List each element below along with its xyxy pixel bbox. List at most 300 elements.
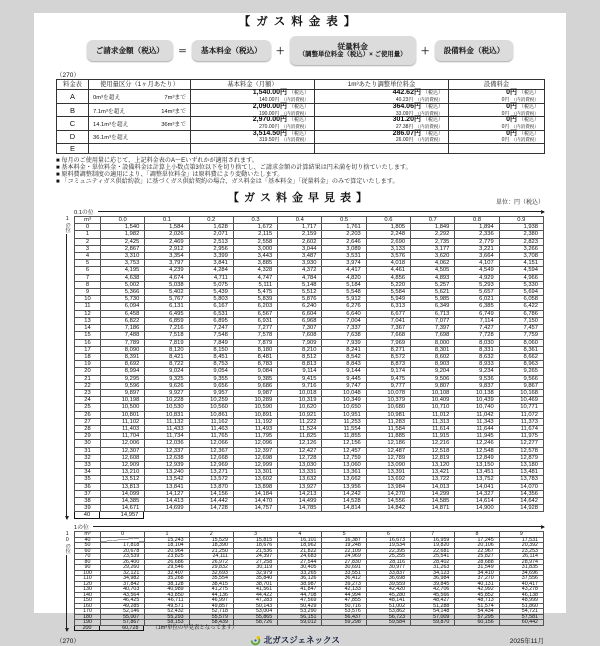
qt-cell: 5,876 xyxy=(278,296,322,303)
qt-cell: 14,470 xyxy=(233,497,277,504)
qt-row xyxy=(75,361,544,368)
qt-cell: 7,608 xyxy=(278,332,322,339)
qt-row-label: 6 xyxy=(75,267,101,274)
qt-cell: 6,313 xyxy=(366,303,410,310)
tax-inner-label: （内消費税） xyxy=(281,110,309,116)
qt-cell: 11,433 xyxy=(145,425,189,432)
qt-row-label: 80 xyxy=(75,559,101,565)
qt-cell: 59,012 xyxy=(278,620,322,626)
qt-cell: 50,716 xyxy=(322,603,366,609)
qt-cell: 12,698 xyxy=(233,454,277,461)
qt-cell: 14,127 xyxy=(145,490,189,497)
qt-row xyxy=(75,281,544,288)
qt-cell: 9,355 xyxy=(189,375,233,382)
qt-cell: 40,703 xyxy=(101,587,145,593)
qt-cell: 54,721 xyxy=(499,609,543,615)
unit-tax: 26.00円 xyxy=(395,137,414,144)
qt-cell: 13,783 xyxy=(499,476,543,483)
tax-inner-label: （内消費税） xyxy=(511,124,539,130)
qt-cell: 7,759 xyxy=(499,332,543,339)
qt-cell: 9,385 xyxy=(233,375,277,382)
qt-cell: 10,590 xyxy=(233,404,277,411)
qt-cell: 19,534 xyxy=(366,543,410,549)
qt-cell: 41,847 xyxy=(278,587,322,593)
qt-cell: 8,512 xyxy=(278,353,322,360)
qt-cell: 37,842 xyxy=(101,581,145,587)
note-item: ■ 原料費調整制度の適用により、「調整単位料金」は原料費により変動いたします。 xyxy=(56,171,284,179)
qt-cell: 4,417 xyxy=(322,267,366,274)
qt-cell: 6,495 xyxy=(145,310,189,317)
qt-cell: 9,716 xyxy=(278,382,322,389)
qt-cell: 9,957 xyxy=(189,389,233,396)
qt-cell: 8,572 xyxy=(366,353,410,360)
qt-cell: 57,009 xyxy=(411,614,455,620)
qt-cell: 8,632 xyxy=(455,353,499,360)
qt-cell: 5,512 xyxy=(278,289,322,296)
qt-row xyxy=(75,389,544,396)
qt-cell: 12,969 xyxy=(189,461,233,468)
qt-cell: 3,044 xyxy=(278,245,322,252)
qt-corner-header: m³ xyxy=(75,217,101,224)
qt-cell: 44,994 xyxy=(322,592,366,598)
qt-cell: 4,195 xyxy=(101,267,145,274)
qt-cell: 5,439 xyxy=(189,289,233,296)
qt-cell: 3,000 xyxy=(233,245,277,252)
qt-cell: 2,779 xyxy=(455,238,499,245)
qt-cell: 18,962 xyxy=(278,543,322,549)
qt-cell: 8,813 xyxy=(278,361,322,368)
qt-cell: 43,278 xyxy=(499,587,543,593)
qt-cell: 6,640 xyxy=(322,310,366,317)
qt-col-header: 7 xyxy=(411,532,455,538)
qt-cell: 11,885 xyxy=(366,433,410,440)
qt-cell: 14,556 xyxy=(366,497,410,504)
qt-cell: 13,542 xyxy=(145,476,189,483)
qt-cell: 7,879 xyxy=(233,339,277,346)
qt-cell: 43,850 xyxy=(145,592,189,598)
qt-cell: 10,018 xyxy=(278,389,322,396)
basic-amount: 2,970.00円 xyxy=(252,116,287,124)
quick-table1-wrap xyxy=(64,216,544,519)
qt-row-label: 22 xyxy=(75,382,101,389)
qt-cell: 9,415 xyxy=(278,375,322,382)
unit-tax: 33.09円 xyxy=(395,110,414,117)
qt-cell: 14,070 xyxy=(499,483,543,490)
qt-cell: 38,415 xyxy=(189,581,233,587)
qt-cell: 45,852 xyxy=(455,592,499,598)
qt-cell: 28,116 xyxy=(366,559,410,565)
qt-cell: 32,121 xyxy=(101,570,145,576)
qt-cell: 12,518 xyxy=(411,447,455,454)
qt-cell: 13,956 xyxy=(322,483,366,490)
qt-cell: 5,548 xyxy=(322,289,366,296)
qt-cell: 12,578 xyxy=(499,447,543,454)
qt-cell: 21,822 xyxy=(278,548,322,554)
qt-cell: 55,007 xyxy=(101,614,145,620)
unit-amount: 286.07円 xyxy=(392,129,421,137)
qt-cell: 26,686 xyxy=(145,559,189,565)
rate-row-d xyxy=(57,130,545,143)
qt-cell: 5,330 xyxy=(499,281,543,288)
tax-inner-label: （内消費税） xyxy=(281,137,309,143)
qt-cell: 2,956 xyxy=(189,245,233,252)
qt-cell: 14,928 xyxy=(499,505,543,512)
qt-cell: 7,819 xyxy=(145,339,189,346)
qt-cell: 7,548 xyxy=(189,332,233,339)
qt-cell: 19,820 xyxy=(411,543,455,549)
qt-cell: 37,270 xyxy=(455,576,499,582)
qt-cell: 13,722 xyxy=(411,476,455,483)
qt-cell: 3,354 xyxy=(145,253,189,260)
qt-row-label: 4 xyxy=(75,253,101,260)
qt-cell: 18,104 xyxy=(145,543,189,549)
plus-sign: ＋ xyxy=(420,46,430,57)
qt-cell: 16,387 xyxy=(322,537,366,543)
qt-cell: 32,693 xyxy=(189,570,233,576)
qt-cell: 39,273 xyxy=(322,581,366,587)
qt-row xyxy=(75,224,544,231)
formula-volumetric-charge xyxy=(290,36,416,65)
qt-cell: 29,260 xyxy=(101,565,145,571)
qt-row-label: 130 xyxy=(75,587,101,593)
basic-amount: 1,540.00円 xyxy=(252,89,287,97)
tax-incl-label: （税込） xyxy=(518,90,539,97)
qt-cell: 11,945 xyxy=(455,433,499,440)
qt-cell: 24,969 xyxy=(322,554,366,560)
qt-cell: 8,120 xyxy=(145,346,189,353)
qt-cell: 4,549 xyxy=(455,267,499,274)
qt-cell: 1,717 xyxy=(278,224,322,231)
qt-cell: 49,857 xyxy=(189,603,233,609)
qt-cell: 1,849 xyxy=(411,224,455,231)
qt-cell: 9,204 xyxy=(411,368,455,375)
qt-cell: 9,144 xyxy=(322,368,366,375)
qt-cell: 28,974 xyxy=(499,559,543,565)
qt-cell: 11,855 xyxy=(322,433,366,440)
range-from: 36.1m³を超え xyxy=(93,135,129,142)
qt-cell: 37,556 xyxy=(499,576,543,582)
qt-cell: 10,048 xyxy=(322,389,366,396)
qt-cell: 8,180 xyxy=(233,346,277,353)
qt-cell: 40,417 xyxy=(499,581,543,587)
qt-row xyxy=(75,325,544,332)
company-name: 北ガスジェネックス xyxy=(263,635,340,646)
qt-cell: 7,186 xyxy=(101,325,145,332)
qt-row xyxy=(75,382,544,389)
qt-cell: 3,930 xyxy=(278,260,322,267)
sheet-code-top: （270） xyxy=(56,72,80,80)
qt-row xyxy=(75,476,544,483)
qt-cell: 38,701 xyxy=(233,581,277,587)
qt-cell: 1,761 xyxy=(322,224,366,231)
tier-label: B xyxy=(57,103,89,116)
qt-cell: 8,753 xyxy=(189,361,233,368)
qt-cell: 11,795 xyxy=(233,433,277,440)
tax-incl-label: （税込） xyxy=(518,130,539,137)
qt-cell: 47,855 xyxy=(322,598,366,604)
qt-cell: 8,301 xyxy=(411,346,455,353)
qt-cell: 15,243 xyxy=(145,537,189,543)
qt-col-header: 0.0 xyxy=(101,217,145,224)
qt-cell: 2,026 xyxy=(145,231,189,238)
qt-cell: 5,985 xyxy=(411,296,455,303)
sheet-code-bottom: （270） xyxy=(56,637,80,645)
unit-rate-cell xyxy=(315,117,449,130)
qt-cell: 5,257 xyxy=(411,281,455,288)
qt-cell: 9,475 xyxy=(366,375,410,382)
qt-cell: 26,114 xyxy=(499,554,543,560)
qt-cell: 12,849 xyxy=(455,454,499,461)
qt-col-header: 0.8 xyxy=(455,217,499,224)
tax-incl-label: （税込） xyxy=(422,103,443,110)
qt-cell: 9,897 xyxy=(101,389,145,396)
qt-cell: 17,531 xyxy=(499,537,543,543)
qt-cell: 22,681 xyxy=(411,548,455,554)
qt-cell: 9,445 xyxy=(322,375,366,382)
qt-cell: 7,216 xyxy=(145,325,189,332)
ones-axis xyxy=(62,216,71,519)
qt-cell: 11,313 xyxy=(411,418,455,425)
equip-amount: 0円 xyxy=(506,129,517,137)
qt-cell: 43,564 xyxy=(101,592,145,598)
qt-cell: 47,283 xyxy=(233,598,277,604)
qt-cell: 3,443 xyxy=(233,253,277,260)
qt-cell: 9,024 xyxy=(145,368,189,375)
qt-cell: 8,481 xyxy=(233,353,277,360)
qt-cell: 24,397 xyxy=(233,554,277,560)
qt-row xyxy=(75,296,544,303)
tax-inner-label: （内消費税） xyxy=(415,124,443,130)
qt-cell: 13,481 xyxy=(499,469,543,476)
quick-table-header xyxy=(56,188,544,206)
qt-cell: 55,865 xyxy=(233,614,277,620)
qt-cell: 10,710 xyxy=(411,404,455,411)
qt-cell: 20,106 xyxy=(455,543,499,549)
qt-cell: 12,548 xyxy=(455,447,499,454)
equip-tax: 0円 xyxy=(501,124,510,131)
qt-cell: 14,814 xyxy=(322,505,366,512)
qt-cell: 51,574 xyxy=(455,603,499,609)
basic-tax: 140.00円 xyxy=(259,97,280,104)
qt-cell: 10,198 xyxy=(101,397,145,404)
qt-cell: 1,894 xyxy=(455,224,499,231)
equip-amount: 0円 xyxy=(506,89,517,97)
basic-amount: 2,090.00円 xyxy=(252,102,287,110)
qt-cell: 59,298 xyxy=(322,620,366,626)
qt-cell: 56,723 xyxy=(366,614,410,620)
qt-cell: 10,771 xyxy=(499,404,543,411)
tax-inner-label: （内消費税） xyxy=(281,124,309,130)
qt-cell: 13,602 xyxy=(233,476,277,483)
qt-cell: 42,706 xyxy=(411,587,455,593)
qt-cell: 13,898 xyxy=(233,483,277,490)
qt-row xyxy=(75,483,544,490)
qt-col-header: 0.4 xyxy=(278,217,322,224)
equipment-charge-cell xyxy=(449,144,545,154)
qt-row-label: 11 xyxy=(75,303,101,310)
qt-cell: 7,488 xyxy=(101,332,145,339)
basic-amount: 3,514.50円 xyxy=(252,129,287,137)
qt-row-label: 19 xyxy=(75,361,101,368)
qt-cell: 12,427 xyxy=(278,447,322,454)
qt-cell: 3,620 xyxy=(411,253,455,260)
qt-cell: 9,506 xyxy=(411,375,455,382)
qt-cell: 34,410 xyxy=(455,570,499,576)
qt-cell: 14,699 xyxy=(145,505,189,512)
qt-cell: 14,785 xyxy=(278,505,322,512)
qt-cell: 12,608 xyxy=(101,454,145,461)
issue-date: 2025年11月 xyxy=(509,637,544,645)
unit-tax: 27.38円 xyxy=(395,124,414,131)
qt-row-label: 1 xyxy=(75,231,101,238)
qt-col-header: 3 xyxy=(233,532,277,538)
qt-col-header: 0.3 xyxy=(233,217,277,224)
qt-cell: 2,380 xyxy=(499,231,543,238)
qt-cell: 10,801 xyxy=(101,411,145,418)
qt-cell: 12,999 xyxy=(233,461,277,468)
qt-cell: 48,999 xyxy=(499,598,543,604)
qt-cell: 54,434 xyxy=(455,609,499,615)
qt-cell: 39,845 xyxy=(411,581,455,587)
qt-cell: 24,683 xyxy=(278,554,322,560)
qt-cell: 7,277 xyxy=(233,325,277,332)
qt-cell: 1,540 xyxy=(101,224,145,231)
qt-cell: 60,728 xyxy=(100,626,144,631)
qt-row-label: 170 xyxy=(75,609,101,615)
qt-cell: 12,457 xyxy=(322,447,366,454)
qt-row-label: 90 xyxy=(75,565,101,571)
qt-row-label: 16 xyxy=(75,339,101,346)
qt-row-label: 15 xyxy=(75,332,101,339)
qt-cell: 14,184 xyxy=(233,490,277,497)
qt-cell: 32,407 xyxy=(145,570,189,576)
qt-cell: 10,981 xyxy=(366,411,410,418)
qt-cell: 3,266 xyxy=(499,245,543,252)
qt-cell: 2,469 xyxy=(145,238,189,245)
qt-cell: 8,722 xyxy=(145,361,189,368)
qt-row-label: 38 xyxy=(75,497,101,504)
qt-row-label: 190 xyxy=(75,620,101,626)
qt-cell: 56,151 xyxy=(278,614,322,620)
qt-row-label: 50 xyxy=(75,543,101,549)
qt-cell: 10,560 xyxy=(189,404,233,411)
qt-cell: 13,451 xyxy=(455,469,499,476)
qt-cell: 52,146 xyxy=(101,609,145,615)
qt-cell: 12,216 xyxy=(411,440,455,447)
tax-inner-label: （内消費税） xyxy=(281,97,309,103)
qt-col-header: 0 xyxy=(101,532,145,538)
qt-cell: 57,295 xyxy=(455,614,499,620)
qt-cell: 8,783 xyxy=(233,361,277,368)
qt-cell: 14,642 xyxy=(499,497,543,504)
qt-cell: 2,292 xyxy=(411,231,455,238)
qt-cell: 5,148 xyxy=(278,281,322,288)
qt-cell: 15,529 xyxy=(189,537,233,543)
qt-cell: 9,054 xyxy=(189,368,233,375)
qt-row xyxy=(75,238,544,245)
qt-row-label: 180 xyxy=(75,614,101,620)
qt-cell: 10,138 xyxy=(455,389,499,396)
down-arrow-line xyxy=(66,555,67,631)
qt-col-header: 5 xyxy=(322,532,366,538)
qt-cell: 5,075 xyxy=(189,281,233,288)
qt-cell: 7,247 xyxy=(189,325,233,332)
qt-row-label: 3 xyxy=(75,245,101,252)
qt-cell: 10,168 xyxy=(499,389,543,396)
qt-cell: 50,429 xyxy=(278,603,322,609)
qt-row xyxy=(75,425,544,432)
qt-cell: 50,143 xyxy=(233,603,277,609)
qt-cell: 13,240 xyxy=(145,469,189,476)
qt-cell: 44,422 xyxy=(233,592,277,598)
qt-cell: 5,184 xyxy=(322,281,366,288)
qt-cell: 36,126 xyxy=(278,576,322,582)
qt-row-label: 0 xyxy=(75,224,101,231)
tens-axis-label: 10の位 xyxy=(64,531,71,554)
qt-cell: 54,148 xyxy=(411,609,455,615)
tax-incl-label: （税込） xyxy=(422,90,443,97)
qt-cell: 6,567 xyxy=(233,310,277,317)
qt-cell: 9,566 xyxy=(499,375,543,382)
per-unit-note: （1m³単位の早見表となってます） xyxy=(152,624,238,631)
qt-cell: 9,265 xyxy=(499,368,543,375)
qt-cell: 11,102 xyxy=(101,418,145,425)
tax-inner-label: （内消費税） xyxy=(415,110,443,116)
qt-cell: 32,979 xyxy=(233,570,277,576)
qt-row-label: 18 xyxy=(75,353,101,360)
tax-incl-label: （税込） xyxy=(288,103,309,110)
volumetric-line2: （調整単位料金（税込）× ご使用量） xyxy=(298,51,407,59)
range-to: 14m³まで xyxy=(161,108,186,115)
qt-cell: 10,439 xyxy=(455,397,499,404)
quick-table2-wrap xyxy=(64,531,544,631)
qt-cell: 3,487 xyxy=(278,253,322,260)
qt-cell: 14,156 xyxy=(189,490,233,497)
quick-table-ones xyxy=(74,216,544,512)
qt-cell: 11,584 xyxy=(366,425,410,432)
qt-cell: 11,192 xyxy=(233,418,277,425)
qt-cell: 5,111 xyxy=(233,281,277,288)
company-logo xyxy=(250,634,340,646)
qt-row xyxy=(75,231,544,238)
qt-cell: 12,367 xyxy=(189,447,233,454)
qt-cell: 34,696 xyxy=(499,570,543,576)
qt-cell: 14,413 xyxy=(145,497,189,504)
qt-cell: 6,276 xyxy=(322,303,366,310)
qt-row-label: 120 xyxy=(75,581,101,587)
qt-col-header: 4 xyxy=(278,532,322,538)
qt-cell: 8,241 xyxy=(322,346,366,353)
qt-cell: 18,390 xyxy=(189,543,233,549)
qt-cell: 2,425 xyxy=(101,238,145,245)
qt-cell: 4,856 xyxy=(366,274,410,281)
qt-cell: 34,123 xyxy=(411,570,455,576)
unit-amount: 301.20円 xyxy=(392,116,421,124)
qt-row-label: 14 xyxy=(75,325,101,332)
qt-cell: 10,228 xyxy=(145,397,189,404)
qt-cell: 12,036 xyxy=(145,440,189,447)
qt-cell: 8,331 xyxy=(455,346,499,353)
qt-row xyxy=(75,289,544,296)
basic-charge-cell xyxy=(191,144,315,154)
qt-cell: 4,461 xyxy=(366,267,410,274)
rate-row-e xyxy=(57,144,545,154)
unit-rate-cell xyxy=(315,90,449,103)
qt-cell: 7,114 xyxy=(455,317,499,324)
qt-cell: 4,747 xyxy=(233,274,277,281)
qt-cell: 35,554 xyxy=(189,576,233,582)
qt-cell: 9,807 xyxy=(411,382,455,389)
